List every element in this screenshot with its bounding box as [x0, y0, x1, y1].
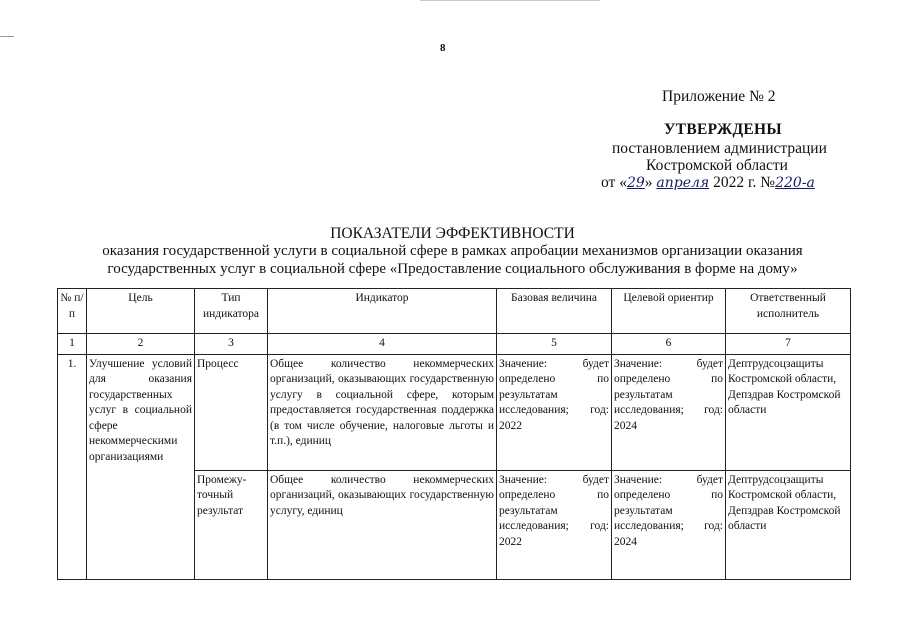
header-cell: Цель	[87, 289, 195, 334]
table-row	[58, 354, 851, 470]
header-cell: Базовая величина	[497, 289, 612, 334]
column-number: 6	[612, 334, 726, 355]
indicator-type-cell: Процесс	[195, 354, 268, 470]
indicator-type-cell: Промежу-точный результат	[195, 470, 268, 579]
page-number: 8	[440, 42, 446, 54]
indicator-cell: Общее количество некоммерческих организаций, оказывающих государственную услугу в социальной сфере, которым предоставляется государственная поддержка (в том числе обучение, налоговые льготы и т.п.), единиц	[268, 354, 497, 470]
column-number: 5	[497, 334, 612, 355]
date-mid: »	[644, 174, 653, 191]
column-number: 4	[268, 334, 497, 355]
header-cell: Ответственный исполнитель	[726, 289, 851, 334]
scan-margin-mark	[0, 36, 14, 37]
target-value-cell: Значение: будет определено по результатам исследования; год: 2024	[612, 354, 726, 470]
approved-label: УТВЕРЖДЕНЫ	[664, 121, 782, 138]
target-value-cell: Значение: будет определено по результатам исследования; год: 2024	[612, 470, 726, 579]
date-prefix: от «	[601, 174, 627, 191]
indicator-cell: Общее количество некоммерческих организаций, оказывающих государственную услугу, единиц	[268, 470, 497, 579]
document-subtitle-1: оказания государственной услуги в социальной сфере в рамках апробации механизмов организации оказания	[102, 243, 803, 259]
header-cell: Тип индикатора	[195, 289, 268, 334]
row-number: 1.	[58, 354, 87, 579]
document-title: ПОКАЗАТЕЛИ ЭФФЕКТИВНОСТИ	[330, 225, 575, 242]
scan-edge-mark	[420, 0, 600, 1]
column-number: 1	[58, 334, 87, 355]
column-number: 7	[726, 334, 851, 355]
responsible-cell: Дептрудсоцзащиты Костромской области, Депздрав Костромской области	[726, 354, 851, 470]
indicators-table	[57, 288, 851, 580]
column-number: 3	[195, 334, 268, 355]
handwritten-day: 29	[626, 175, 645, 191]
header-cell: Индикатор	[268, 289, 497, 334]
table-header-row	[58, 289, 851, 334]
handwritten-month: апреля	[656, 175, 710, 191]
header-cell: № п/п	[58, 289, 87, 334]
handwritten-number: 220-а	[775, 175, 815, 191]
decree-line-2: Костромской области	[646, 157, 788, 174]
base-value-cell: Значение: будет определено по результатам исследования; год: 2022	[497, 470, 612, 579]
annex-label: Приложение № 2	[662, 88, 776, 105]
column-number: 2	[87, 334, 195, 355]
responsible-cell: Дептрудсоцзащиты Костромской области, Депздрав Костромской области	[726, 470, 851, 579]
document-subtitle-2: государственных услуг в социальной сфере «Предоставление социального обслуживания в форме на дому»	[107, 261, 798, 277]
goal-cell: Улучшение условий для оказания государственных услуг в социальной сфере некоммерческими организациями	[87, 354, 195, 579]
date-year: 2022 г. №	[713, 174, 776, 191]
decree-line-1: постановлением администрации	[612, 140, 827, 157]
column-number-row	[58, 334, 851, 355]
base-value-cell: Значение: будет определено по результатам исследования; год: 2022	[497, 354, 612, 470]
decree-date-line	[601, 174, 815, 192]
header-cell: Целевой ориентир	[612, 289, 726, 334]
